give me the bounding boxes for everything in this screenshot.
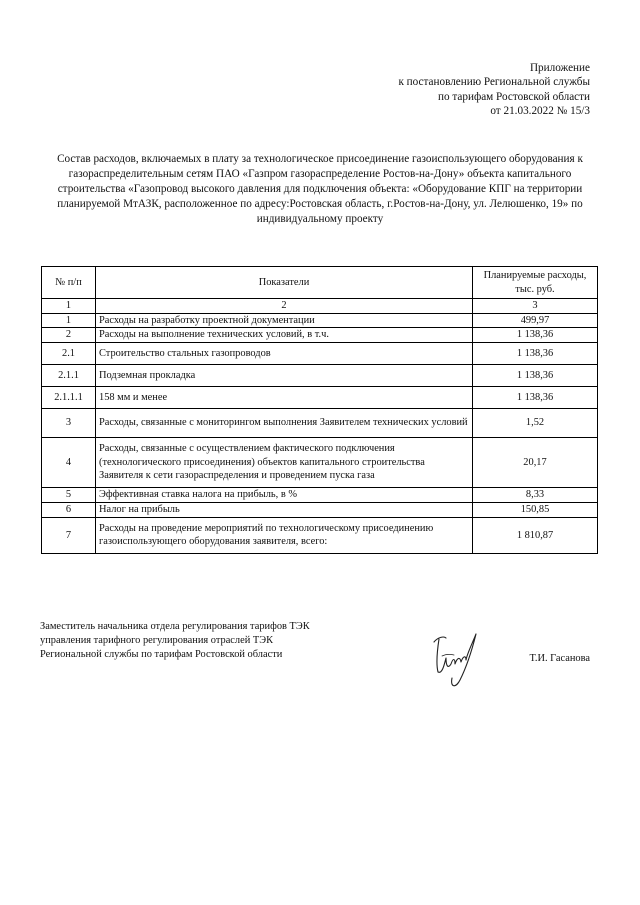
row-value: 8,33 — [473, 487, 598, 502]
row-name: Налог на прибыль — [96, 502, 473, 517]
row-name: 158 мм и менее — [96, 386, 473, 408]
table-row — [42, 502, 598, 517]
table-row — [42, 487, 598, 502]
table-row — [42, 437, 598, 487]
row-num: 3 — [42, 408, 96, 437]
row-value: 1 138,36 — [473, 364, 598, 386]
costs-table — [41, 266, 598, 554]
row-value: 1,52 — [473, 408, 598, 437]
row-num: 2.1 — [42, 342, 96, 364]
row-num: 4 — [42, 437, 96, 487]
row-name: Расходы на разработку проектной документации — [96, 314, 473, 328]
table-row — [42, 408, 598, 437]
row-value: 1 810,87 — [473, 517, 598, 553]
column-number: 2 — [96, 299, 473, 314]
row-value: 150,85 — [473, 502, 598, 517]
row-num: 2.1.1 — [42, 364, 96, 386]
position-line: Заместитель начальника отдела регулирования тарифов ТЭК — [40, 621, 310, 632]
row-name: Строительство стальных газопроводов — [96, 342, 473, 364]
row-num: 6 — [42, 502, 96, 517]
header-indicator: Показатели — [96, 267, 473, 299]
table-header-row — [42, 267, 598, 299]
row-num: 1 — [42, 314, 96, 328]
appendix-date-line: от 21.03.2022 № 15/3 — [490, 104, 590, 117]
row-name: Расходы на выполнение технических условий, в т.ч. — [96, 328, 473, 342]
document-title: Состав расходов, включаемых в плату за технологическое присоединение газоиспользующего оборудования к газораспределительным сетям ПАО «Газпром газораспределение Ростов-на-Дону» объекта капитального строительства «Газопровод высокого давления для подключения объекта: «Оборудование КПГ на территории планируемой МтАЗК, расположенное по адресу:Ростовская область, г.Ростов-на-Дону, ул. Лелюшенко, 19» по индивидуальному проекту — [57, 153, 583, 225]
column-number: 1 — [42, 299, 96, 314]
signatory-position — [40, 620, 310, 662]
column-number: 3 — [473, 299, 598, 314]
row-value: 1 138,36 — [473, 386, 598, 408]
appendix-line: к постановлению Региональной службы — [398, 76, 590, 89]
row-name: Расходы, связанные с осуществлением фактического подключения (технологического присоединения) объектов капитального строительства Заявителя к сети газораспределения и проведением пуска газа — [96, 437, 473, 487]
table-row — [42, 386, 598, 408]
row-value: 20,17 — [473, 437, 598, 487]
row-num: 2 — [42, 328, 96, 342]
header-planned-costs: Планируемые расходы, тыс. руб. — [473, 267, 598, 299]
row-name: Подземная прокладка — [96, 364, 473, 386]
position-line: управления тарифного регулирования отраслей ТЭК — [40, 635, 274, 646]
signatory-name: Т.И. Гасанова — [529, 653, 590, 664]
appendix-header — [398, 61, 590, 118]
row-value: 1 138,36 — [473, 342, 598, 364]
position-line: Региональной службы по тарифам Ростовской области — [40, 649, 283, 660]
table-row — [42, 314, 598, 328]
header-num: № п/п — [42, 267, 96, 299]
column-numbers-row — [42, 299, 598, 314]
row-name: Расходы на проведение мероприятий по технологическому присоединению газоиспользующего оборудования заявителя, всего: — [96, 517, 473, 553]
handwritten-signature — [420, 628, 486, 694]
row-num: 5 — [42, 487, 96, 502]
row-value: 499,97 — [473, 314, 598, 328]
table-row — [42, 517, 598, 553]
row-num: 7 — [42, 517, 96, 553]
table-row — [42, 328, 598, 342]
row-value: 1 138,36 — [473, 328, 598, 342]
row-name: Расходы, связанные с мониторингом выполнения Заявителем технических условий — [96, 408, 473, 437]
table-row — [42, 364, 598, 386]
row-num: 2.1.1.1 — [42, 386, 96, 408]
appendix-line: по тарифам Ростовской области — [438, 90, 590, 103]
row-name: Эффективная ставка налога на прибыль, в % — [96, 487, 473, 502]
appendix-line: Приложение — [529, 62, 590, 74]
table-row — [42, 342, 598, 364]
